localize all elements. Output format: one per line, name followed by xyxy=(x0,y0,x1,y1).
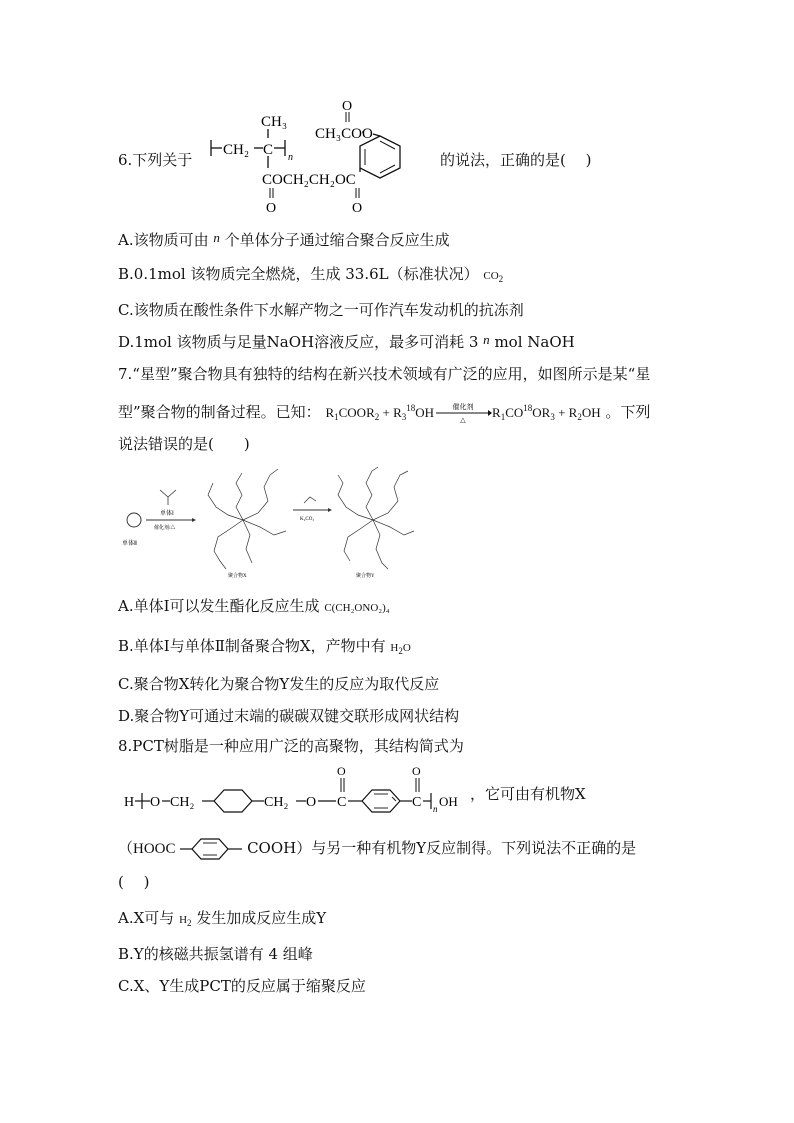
q6-co-chain: COCH₂CH₂OC xyxy=(262,172,356,188)
pct-oh: OH xyxy=(439,794,458,809)
pct-n: n xyxy=(433,804,438,814)
q6-o-bottom2: O xyxy=(352,201,363,216)
q7-option-b xyxy=(118,636,411,661)
q6-stem-suffix: 的说法，正确的是( ) xyxy=(440,151,592,169)
q7-line2-text: 型”聚合物的制备过程。已知： xyxy=(118,403,321,421)
q7-b-text: B.单体Ⅰ与单体Ⅱ制备聚合物X，产物中有 xyxy=(118,637,386,655)
q7-line3: 说法错误的是( ) xyxy=(118,435,250,453)
q6-a-text2: 个单体分子通过缩合聚合反应生成 xyxy=(224,231,450,249)
q8-x-open: （HOOC xyxy=(118,841,176,857)
q7-reaction: $R_1COOR_2 + R_3^{18}OH$ 催化剂 △ $R_1CO^{18}OR_3 + R_2OH$ xyxy=(325,403,601,425)
pct-o-top2: O xyxy=(412,764,421,778)
q8-x-close: COOH）与另一种有机物Y反应制得。下列说法不正确的是 xyxy=(247,839,637,857)
pct-o2: O xyxy=(306,795,317,810)
q6-ch2: CH₂ xyxy=(223,142,250,158)
q6-d-text: D.1mol 该物质与足量NaOH溶液反应，最多可消耗 3 xyxy=(118,333,479,351)
pct-c2: C xyxy=(412,795,422,810)
q8-a-formula: $H_2$ xyxy=(179,914,192,928)
reagent-label: K₂CO₃ xyxy=(300,517,315,522)
q6-structure xyxy=(205,98,440,218)
q6-a-var: n xyxy=(213,230,220,245)
q7-line2-end: 。下列 xyxy=(605,403,651,421)
q8-option-a xyxy=(118,908,326,933)
q8-x-benzene xyxy=(180,836,242,862)
q8-option-b: B.Y的核磁共振氢谱有 4 组峰 xyxy=(118,945,313,963)
q8-a-text2: 发生加成反应生成Y xyxy=(196,909,327,927)
cyclohexane-ring xyxy=(214,790,252,812)
q6-n: n xyxy=(288,152,293,163)
q6-c-center: C xyxy=(263,142,274,158)
q7-option-a xyxy=(118,596,390,618)
q6-option-c: C.该物质在酸性条件下水解产物之一可作汽车发动机的抗冻剂 xyxy=(118,301,524,319)
q6-stem-prefix: 6.下列关于 xyxy=(118,151,193,169)
q6-b-text: B.0.1mol 该物质完全燃烧，生成 33.6L（标准状况） xyxy=(118,265,479,283)
q8-line4: ( ) xyxy=(118,873,150,891)
q6-option-b xyxy=(118,264,503,289)
q6-option-a xyxy=(118,228,450,250)
q8-line1: 8.PCT树脂是一种应用广泛的高聚物，其结构简式为 xyxy=(118,737,464,755)
q8-line3 xyxy=(118,836,636,862)
q8-a-text: A.X可与 xyxy=(118,909,175,927)
monomer2-label: 单体Ⅱ xyxy=(122,541,137,547)
q8-pct-structure xyxy=(122,760,472,818)
q6-acetyl: CH₃CO xyxy=(315,126,362,142)
q6-b-formula: $CO_2$ xyxy=(483,270,504,284)
q7-line1: 7.“星型”聚合物具有独特的结构在新兴技术领域有广泛的应用，如图所示是某“星 xyxy=(118,365,651,383)
pct-h: H xyxy=(124,795,135,810)
polymer-y-label: 聚合物Y xyxy=(356,574,375,579)
arrow-top-label: 催化剂 xyxy=(452,403,474,412)
q6-o-bottom1: O xyxy=(266,201,277,216)
q7-a-text: A.单体Ⅰ可以发生酯化反应生成 xyxy=(118,597,320,615)
q6-o-top: O xyxy=(342,99,353,114)
q7-option-d: D.聚合物Y可通过末端的碳碳双键交联形成网状结构 xyxy=(118,707,460,725)
q6-option-d xyxy=(118,330,575,352)
q8-option-c: C.X、Y生成PCT的反应属于缩聚反应 xyxy=(118,977,366,995)
q8-line2-post: ，它可由有机物X xyxy=(470,785,586,803)
q7-line2 xyxy=(118,398,650,427)
pct-o1: O xyxy=(150,795,161,810)
q7-b-formula: $H_2O$ xyxy=(390,642,411,656)
polymer-x-label: 聚合物X xyxy=(228,574,247,579)
q7-scheme-figure xyxy=(118,465,418,580)
pct-c1: C xyxy=(337,795,347,810)
pct-ch2b: CH₂ xyxy=(264,795,289,810)
q6-ch3: CH₃ xyxy=(261,114,288,130)
polymer-x-structure xyxy=(208,469,286,569)
reaction-arrow xyxy=(434,403,492,425)
q7-a-formula: C(CH₂ONO₂)₄ xyxy=(324,602,390,614)
pct-ch2a: CH₂ xyxy=(170,795,195,810)
benzene-ring xyxy=(362,790,400,812)
q6-d-var: n xyxy=(483,332,490,347)
pct-o-top1: O xyxy=(337,764,346,778)
q6-a-text: A.该物质可由 xyxy=(118,231,209,249)
q6-ester-o: O xyxy=(362,126,373,142)
monomer1-label: 单体Ⅰ xyxy=(160,511,174,517)
arrow-bottom-label: △ xyxy=(460,416,466,425)
polymer-y-structure xyxy=(338,467,414,569)
q6-d-text2: mol NaOH xyxy=(494,333,575,351)
q7-option-c: C.聚合物X转化为聚合物Y发生的反应为取代反应 xyxy=(118,675,440,693)
catalyst-label: 催化剂/△ xyxy=(154,526,176,531)
